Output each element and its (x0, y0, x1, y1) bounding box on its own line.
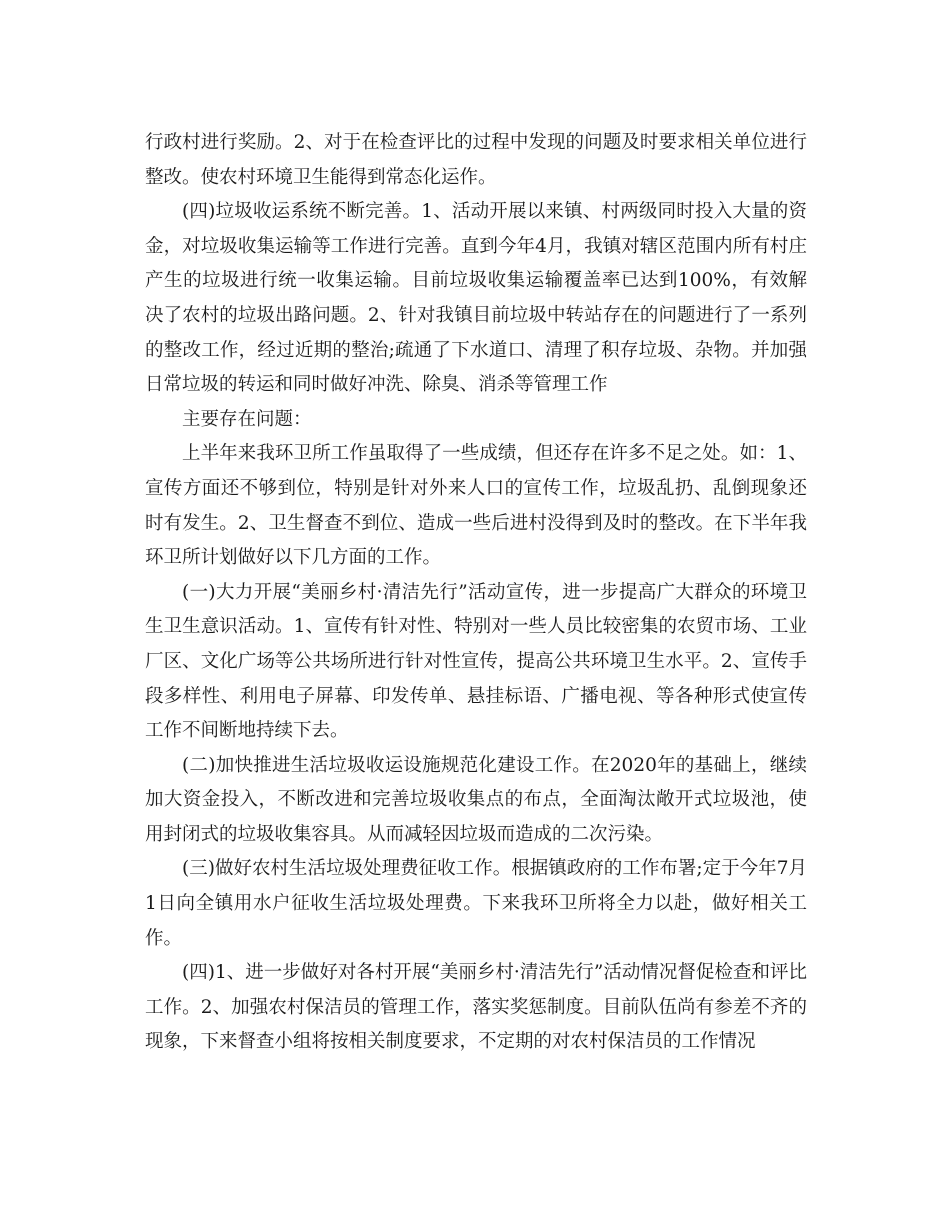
paragraph-1: 行政村进行奖励。2、对于在检查评比的过程中发现的问题及时要求相关单位进行整改。使农村环境卫生能得到常态化运作。 (145, 132, 807, 188)
paragraph-3: 主要存在问题： (182, 408, 312, 430)
paragraph-2: (四)垃圾收运系统不断完善。1、活动开展以来镇、村两级同时投入大量的资金，对垃圾收集运输等工作进行完善。直到今年4月，我镇对辖区范围内所有村庄产生的垃圾进行统一收集运输。目前垃圾收集运输覆盖率已达到100%，有效解决了农村的垃圾出路问题。2、针对我镇目前垃圾中转站存在的问题进行了一系列的整改工作，经过近期的整治;疏通了下水道口、清理了积存垃圾、杂物。并加强日常垃圾的转运和同时做好冲洗、除臭、消杀等管理工作 (145, 201, 807, 396)
document-body (145, 126, 807, 1060)
paragraph-7: (三)做好农村生活垃圾处理费征收工作。根据镇政府的工作布署;定于今年7月1日向全镇用水户征收生活垃圾处理费。下来我环卫所将全力以赴，做好相关工作。 (145, 858, 807, 949)
paragraph-4: 上半年来我环卫所工作虽取得了一些成绩，但还存在许多不足之处。如：1、宣传方面还不够到位，特别是针对外来人口的宣传工作，垃圾乱扔、乱倒现象还时有发生。2、卫生督查不到位、造成一些后进村没得到及时的整改。在下半年我环卫所计划做好以下几方面的工作。 (145, 443, 807, 569)
paragraph-8: (四)1、进一步做好对各村开展“美丽乡村·清洁先行”活动情况督促检查和评比工作。2、加强农村保洁员的管理工作，落实奖惩制度。目前队伍尚有参差不齐的现象，下来督查小组将按相关制度要求，不定期的对农村保洁员的工作情况 (145, 962, 807, 1053)
paragraph-5: (一)大力开展“美丽乡村·清洁先行”活动宣传，进一步提高广大群众的环境卫生卫生意识活动。1、宣传有针对性、特别对一些人员比较密集的农贸市场、工业厂区、文化广场等公共场所进行针对性宣传，提高公共环境卫生水平。2、宣传手段多样性、利用电子屏幕、印发传单、悬挂标语、广播电视、等各种形式使宣传工作不间断地持续下去。 (145, 581, 807, 742)
paragraph-6: (二)加快推进生活垃圾收运设施规范化建设工作。在2020年的基础上，继续加大资金投入，不断改进和完善垃圾收集点的布点，全面淘汰敞开式垃圾池，使用封闭式的垃圾收集容具。从而减轻因垃圾而造成的二次污染。 (145, 754, 807, 845)
